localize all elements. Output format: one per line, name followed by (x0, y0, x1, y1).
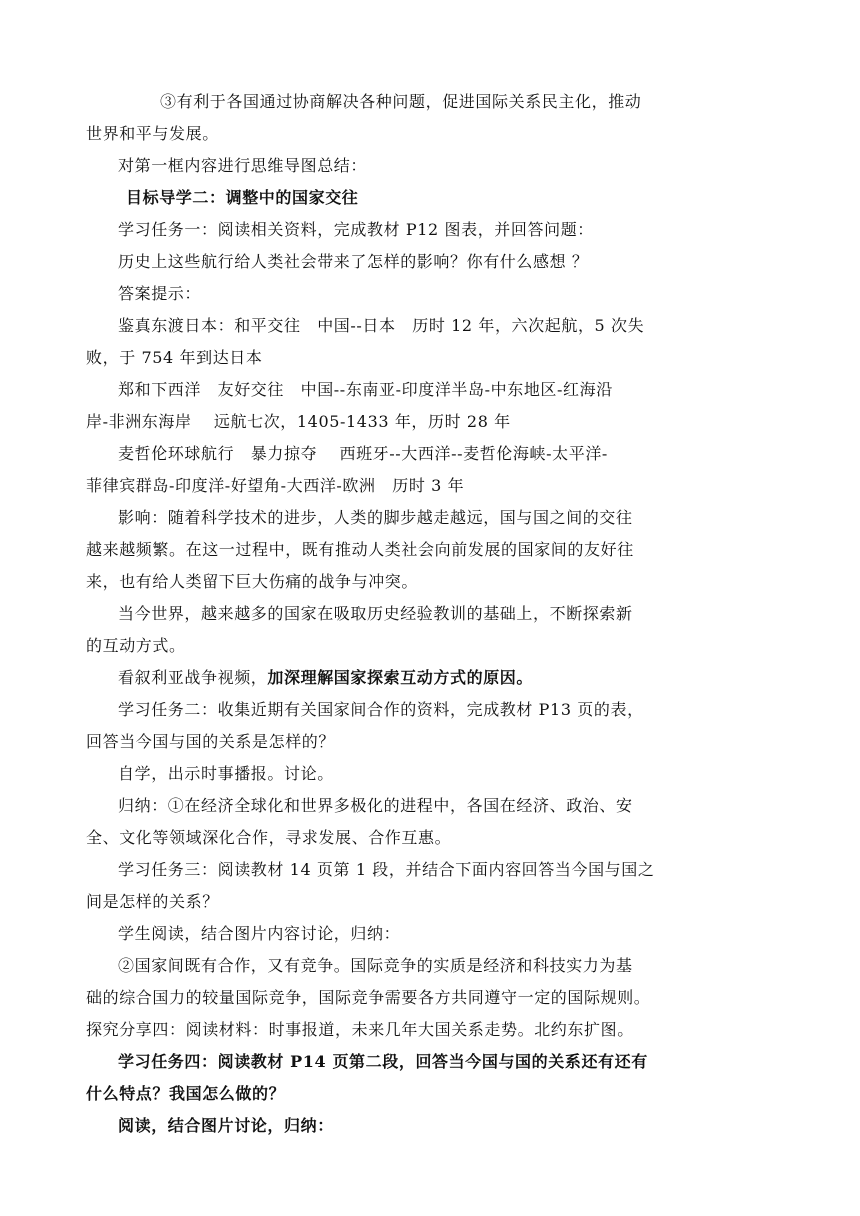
text-line: 学习任务一：阅读相关资料，完成教材 P12 图表，并回答问题： (118, 220, 594, 239)
text-line: 对第一框内容进行思维导图总结： (118, 156, 368, 175)
text-line: 郑和下西洋 友好交往 中国--东南亚-印度洋半岛-中东地区-红海沿 (118, 380, 613, 399)
text-line: 败，于 754 年到达日本 (86, 348, 263, 367)
text-line: 鉴真东渡日本：和平交往 中国--日本 历时 12 年，六次起航，5 次失 (118, 316, 645, 335)
task-heading: 什么特点？我国怎么做的？ (86, 1084, 286, 1103)
text-line: 答案提示： (118, 284, 202, 303)
text-line: 越来越频繁。在这一过程中，既有推动人类社会向前发展的国家间的友好往 (86, 540, 634, 559)
text-line: 学习任务三：阅读教材 14 页第 1 段，并结合下面内容回答当今国与国之 (118, 860, 655, 879)
text-line: 影响：随着科学技术的进步，人类的脚步越走越远，国与国之间的交往 (118, 508, 633, 527)
text-line: 学生阅读，结合图片内容讨论，归纳： (118, 924, 401, 943)
emphasis-text: 加深理解国家探索互动方式的原因。 (267, 668, 534, 687)
text-line: 世界和平与发展。 (86, 124, 219, 143)
section-heading: 目标导学二：调整中的国家交往 (126, 188, 359, 207)
text-line: 间是怎样的关系？ (86, 892, 219, 911)
text-line: 归纳：①在经济全球化和世界多极化的进程中，各国在经济、政治、安 (118, 796, 633, 815)
text-line: 来，也有给人类留下巨大伤痛的战争与冲突。 (86, 572, 419, 591)
task-heading: 阅读，结合图片讨论，归纳： (118, 1116, 334, 1135)
text-line: 当今世界，越来越多的国家在吸取历史经验教训的基础上，不断探索新 (118, 604, 633, 623)
text-line: 全、文化等领域深化合作，寻求发展、合作互惠。 (86, 828, 452, 847)
text-line: 看叙利亚战争视频，加深理解国家探索互动方式的原因。 (118, 668, 534, 687)
text-line: 础的综合国力的较量国际竞争，国际竞争需要各方共同遵守一定的国际规则。 (86, 988, 651, 1007)
text-line: 回答当今国与国的关系是怎样的？ (86, 732, 336, 751)
text-line: 自学，出示时事播报。讨论。 (118, 764, 334, 783)
text-line: ③有利于各国通过协商解决各种问题，促进国际关系民主化，推动 (160, 92, 642, 111)
task-heading: 学习任务四：阅读教材 P14 页第二段，回答当今国与国的关系还有还有 (118, 1052, 648, 1071)
text-line: 探究分享四：阅读材料：时事报道，未来几年大国关系走势。北约东扩图。 (86, 1020, 634, 1039)
text-line: 的互动方式。 (86, 636, 186, 655)
text-line: 学习任务二：收集近期有关国家间合作的资料，完成教材 P13 页的表， (118, 700, 644, 719)
text-line: 菲律宾群岛-印度洋-好望角-大西洋-欧洲 历时 3 年 (86, 476, 465, 495)
text-line: 岸-非洲东海岸 远航七次，1405-1433 年，历时 28 年 (86, 412, 511, 431)
text-line: 麦哲伦环球航行 暴力掠夺 西班牙--大西洋--麦哲伦海峡-太平洋- (118, 444, 608, 463)
text-line: ②国家间既有合作，又有竞争。国际竞争的实质是经济和科技实力为基 (118, 956, 633, 975)
text-line: 历史上这些航行给人类社会带来了怎样的影响？你有什么感想 ？ (118, 252, 589, 271)
